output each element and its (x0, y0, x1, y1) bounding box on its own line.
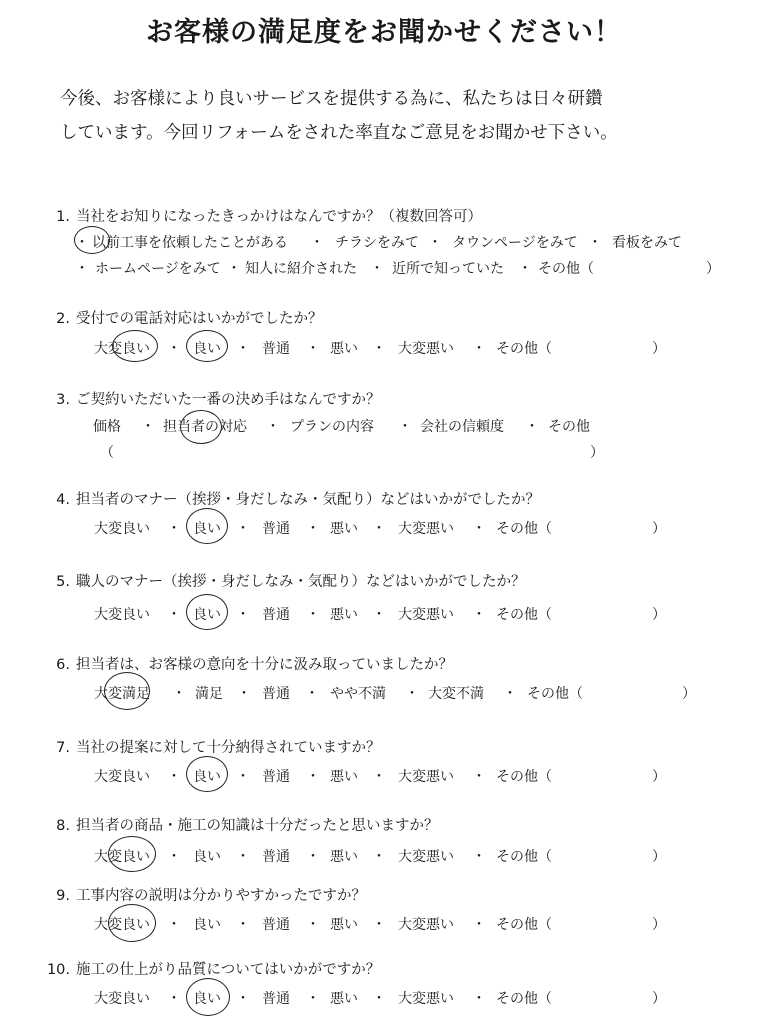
option[interactable]: 大変悪い (398, 917, 454, 933)
question-text: 職人のマナー（挨拶・身だしなみ・気配り）などはいかがでしたか？ (76, 574, 526, 590)
option[interactable]: その他（ (496, 607, 552, 623)
bullet: ・ (167, 849, 181, 865)
bullet: ・ (372, 769, 386, 785)
option[interactable]: 普通 (262, 341, 290, 357)
bullet: ・ (167, 917, 181, 933)
option[interactable]: 大変良い (94, 607, 150, 623)
close-paren: ） (706, 261, 720, 277)
bullet: ・ (372, 991, 386, 1007)
option[interactable]: 悪い (330, 521, 358, 537)
close-paren: ） (652, 341, 666, 357)
option[interactable]: 大変良い (94, 991, 150, 1007)
option[interactable]: 良い (193, 849, 221, 865)
bullet: ・ (372, 849, 386, 865)
option[interactable]: 満足 (195, 686, 223, 702)
bullet: ・ (372, 341, 386, 357)
bullet: ・ (167, 521, 181, 537)
question-9 (30, 884, 366, 905)
bullet: ・ (588, 235, 602, 251)
bullet: ・ (472, 849, 486, 865)
bullet: ・ (306, 521, 320, 537)
bullet: ・ (503, 686, 517, 702)
option[interactable]: その他（ (496, 917, 552, 933)
bullet: ・ (167, 607, 181, 623)
intro-line-2: しています。今回リフォームをされた率直なご意見をお聞かせ下さい。 (60, 123, 618, 143)
option[interactable]: やや不満 (330, 686, 386, 702)
question-text: 担当者は、お客様の意向を十分に汲み取っていましたか？ (76, 657, 453, 673)
question-number: 5. (56, 574, 70, 590)
question-text: ご契約いただいた一番の決め手はなんですか？ (76, 392, 381, 408)
option[interactable]: チラシをみて (335, 235, 419, 251)
question-8 (30, 814, 439, 835)
close-paren: ） (682, 686, 696, 702)
question-6 (30, 653, 453, 674)
question-number: 8. (56, 818, 70, 834)
question-number: 10. (46, 962, 70, 978)
bullet: ・ (525, 419, 539, 435)
option[interactable]: その他（ (496, 341, 552, 357)
option[interactable]: プランの内容 (290, 419, 374, 435)
close-paren: ） (652, 917, 666, 933)
question-number: 4. (56, 492, 70, 508)
option[interactable]: 大変良い (94, 769, 150, 785)
bullet: ・ (472, 341, 486, 357)
option[interactable]: その他（ (496, 769, 552, 785)
option[interactable]: ホームページをみて (95, 261, 221, 277)
option[interactable]: 普通 (262, 917, 290, 933)
option[interactable]: その他（ (496, 991, 552, 1007)
bullet: ・ (236, 341, 250, 357)
option[interactable]: 大変満足 (94, 686, 150, 702)
question-text: 工事内容の説明は分かりやすかったですか？ (76, 888, 366, 904)
option[interactable]: 良い (193, 607, 221, 623)
question-number: 6. (56, 657, 70, 673)
option[interactable]: 大変悪い (398, 521, 454, 537)
page-title: お客様の満足度をお聞かせください！ (146, 17, 622, 48)
option[interactable]: 大変悪い (398, 849, 454, 865)
option[interactable]: 大変不満 (428, 686, 484, 702)
bullet: ・ (167, 769, 181, 785)
bullet: ・ (236, 991, 250, 1007)
bullet: ・ (172, 686, 186, 702)
bullet: ・ (236, 849, 250, 865)
option[interactable]: 看板をみて (612, 235, 682, 251)
option[interactable]: 大変良い (94, 341, 150, 357)
option[interactable]: 普通 (262, 521, 290, 537)
bullet: ・ (306, 341, 320, 357)
option[interactable]: その他 (548, 419, 590, 435)
close-paren: ） (652, 991, 666, 1007)
question-number: 3. (56, 392, 70, 408)
option[interactable]: 良い (193, 991, 221, 1007)
bullet: ・ (227, 261, 241, 277)
bullet: ・ (428, 235, 442, 251)
bullet: ・ (306, 769, 320, 785)
option[interactable]: 普通 (262, 849, 290, 865)
close-paren: ） (590, 445, 604, 461)
bullet: ・ (310, 235, 324, 251)
question-number: 2. (56, 311, 70, 327)
bullet: ・ (306, 607, 320, 623)
intro-line-1: 今後、お客様により良いサービスを提供する為に、私たちは日々研鑽 (60, 89, 603, 109)
option[interactable]: 悪い (330, 607, 358, 623)
bullet: ・ (266, 419, 280, 435)
question-text: 担当者の商品・施工の知識は十分だったと思いますか？ (76, 818, 439, 834)
question-3 (30, 388, 381, 409)
option[interactable]: 大変良い (94, 521, 150, 537)
option[interactable]: 普通 (262, 769, 290, 785)
option[interactable]: 悪い (330, 917, 358, 933)
option[interactable]: タウンページをみて (452, 235, 578, 251)
option[interactable]: 大変良い (94, 917, 150, 933)
close-paren: ） (652, 849, 666, 865)
bullet: ・ (372, 521, 386, 537)
open-paren: （ (100, 445, 114, 461)
option[interactable]: 普通 (262, 686, 290, 702)
bullet: ・ (398, 419, 412, 435)
bullet: ・ (236, 607, 250, 623)
bullet: ・ (167, 991, 181, 1007)
intro-text (60, 82, 750, 150)
bullet: ・ (370, 261, 384, 277)
bullet: ・ (305, 686, 319, 702)
question-10 (30, 958, 380, 979)
option[interactable]: 価格 (93, 419, 121, 435)
bullet: ・ (518, 261, 532, 277)
option[interactable]: その他（ (496, 849, 552, 865)
option[interactable]: その他（ (538, 261, 594, 277)
bullet: ・ (372, 607, 386, 623)
close-paren: ） (652, 769, 666, 785)
option[interactable]: 大変良い (94, 849, 150, 865)
option[interactable]: その他（ (527, 686, 583, 702)
bullet: ・ (141, 419, 155, 435)
bullet: ・ (236, 769, 250, 785)
option[interactable]: 担当者の対応 (163, 419, 247, 435)
option[interactable]: 悪い (330, 991, 358, 1007)
option[interactable]: 知人に紹介された (245, 261, 357, 277)
bullet: ・ (167, 341, 181, 357)
question-number: 9. (56, 888, 70, 904)
question-5 (30, 570, 526, 591)
bullet: ・ (472, 521, 486, 537)
option[interactable]: 良い (193, 521, 221, 537)
option[interactable]: その他（ (496, 521, 552, 537)
bullet: ・ (306, 917, 320, 933)
option[interactable]: 悪い (330, 769, 358, 785)
bullet: ・ (405, 686, 419, 702)
bullet: ・ (472, 917, 486, 933)
bullet: ・ (306, 991, 320, 1007)
option[interactable]: 近所で知っていた (392, 261, 504, 277)
question-4 (30, 488, 540, 509)
question-text: 施工の仕上がり品質についてはいかがですか？ (76, 962, 381, 978)
question-2 (30, 307, 323, 328)
question-number: 7. (56, 740, 70, 756)
question-text: 当社をお知りになったきっかけはなんですか？（複数回答可） (76, 209, 482, 225)
option[interactable]: 以前工事を依頼したことがある (92, 235, 288, 251)
option[interactable]: 普通 (262, 607, 290, 623)
bullet: ・ (472, 769, 486, 785)
bullet: ・ (236, 917, 250, 933)
option[interactable]: 大変悪い (398, 769, 454, 785)
bullet: ・ (372, 917, 386, 933)
option[interactable]: 悪い (330, 341, 358, 357)
bullet: ・ (472, 607, 486, 623)
option[interactable]: 普通 (262, 991, 290, 1007)
bullet: ・ (75, 261, 89, 277)
question-text: 当社の提案に対して十分納得されていますか？ (76, 740, 381, 756)
close-paren: ） (652, 521, 666, 537)
option[interactable]: 大変悪い (398, 607, 454, 623)
question-7 (30, 736, 381, 757)
bullet: ・ (472, 991, 486, 1007)
close-paren: ） (652, 607, 666, 623)
question-text: 受付での電話対応はいかがでしたか？ (76, 311, 323, 327)
question-number: 1. (56, 209, 70, 225)
option[interactable]: 良い (193, 341, 221, 357)
bullet: ・ (75, 235, 89, 251)
bullet: ・ (306, 849, 320, 865)
question-text: 担当者のマナー（挨拶・身だしなみ・気配り）などはいかがでしたか？ (76, 492, 540, 508)
bullet: ・ (236, 521, 250, 537)
option[interactable]: 大変悪い (398, 341, 454, 357)
question-1 (30, 205, 482, 226)
option[interactable]: 大変悪い (398, 991, 454, 1007)
option[interactable]: 良い (193, 769, 221, 785)
option[interactable]: 良い (193, 917, 221, 933)
option[interactable]: 悪い (330, 849, 358, 865)
bullet: ・ (237, 686, 251, 702)
option[interactable]: 会社の信頼度 (420, 419, 504, 435)
